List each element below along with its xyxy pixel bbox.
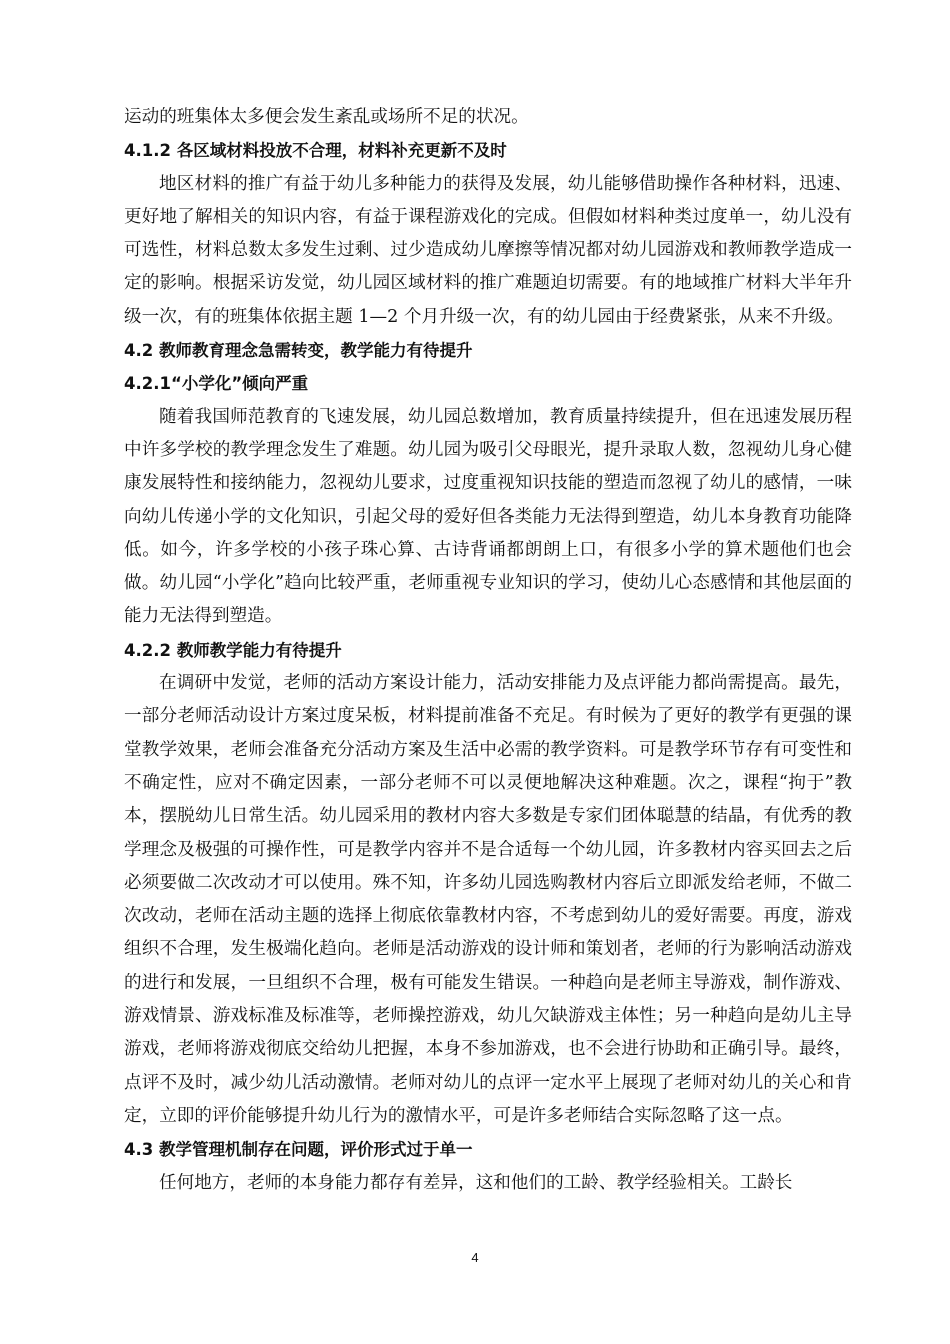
paragraph-continuation: 运动的班集体太多便会发生紊乱或场所不足的状况。: [124, 107, 529, 127]
section-heading-4-1-2: 4.1.2 各区域材料投放不合理，材料补充更新不及时: [124, 141, 507, 161]
paragraph-materials: 地区材料的推广有益于幼儿多种能力的获得及发展，幼儿能够借助操作各种材料，迅速、更好地了解相关的知识内容，有益于课程游戏化的完成。但假如材料种类过度单一，幼儿没有可选性，材料总数太多发生过剩、过少造成幼儿摩擦等情况都对幼儿园游戏和教师教学造成一定的影响。根据采访发觉，幼儿园区域材料的推广难题迫切需要。有的地域推广材料大半年升级一次，有的班集体依据主题 1—2 个月升级一次，有的幼儿园由于经费紧张，从来不升级。: [124, 173, 852, 327]
paragraph-management: 任何地方，老师的本身能力都存有差异，这和他们的工龄、教学经验相关。工龄长: [159, 1172, 793, 1193]
document-body: [124, 101, 852, 1200]
paragraph-teaching-ability: 在调研中发觉，老师的活动方案设计能力，活动安排能力及点评能力都尚需提高。最先，一部分老师活动设计方案过度呆板，材料提前准备不充足。有时候为了更好的教学有更强的课堂教学效果，老师会准备充分活动方案及生活中必需的教学资料。可是教学环节存有可变性和不确定性，应对不确定因素，一部分老师不可以灵便地解决这种难题。次之，课程“拘于”教本，摆脱幼儿日常生活。幼儿园采用的教材内容大多数是专家们团体聪慧的结晶，有优秀的教学理念及极强的可操作性，可是教学内容并不是合适每一个幼儿园，许多教材内容买回去之后必须要做二次改动才可以使用。殊不知，许多幼儿园选购教材内容后立即派发给老师，不做二次改动，老师在活动主题的选择上彻底依靠教材内容，不考虑到幼儿的爱好需要。再度，游戏组织不合理，发生极端化趋向。老师是活动游戏的设计师和策划者，老师的行为影响活动游戏的进行和发展，一旦组织不合理，极有可能发生错误。一种趋向是老师主导游戏，制作游戏、游戏情景、游戏标准及标准等，老师操控游戏，幼儿欠缺游戏主体性；另一种趋向是幼儿主导游戏，老师将游戏彻底交给幼儿把握，本身不参加游戏，也不会进行协助和正确引导。最终，点评不及时，减少幼儿活动激情。老师对幼儿的点评一定水平上展现了老师对幼儿的关心和肯定，立即的评价能够提升幼儿行为的激情水平，可是许多老师结合实际忽略了这一点。: [124, 673, 852, 1126]
section-heading-4-2-2: 4.2.2 教师教学能力有待提升: [124, 640, 342, 660]
section-heading-4-2: 4.2 教师教育理念急需转变，教学能力有待提升: [124, 341, 473, 361]
section-heading-4-2-1: 4.2.1“小学化”倾向严重: [124, 374, 309, 394]
paragraph-primary-tendency: 随着我国师范教育的飞速发展，幼儿园总数增加，教育质量持续提升，但在迅速发展历程中许多学校的教学理念发生了难题。幼儿园为吸引父母眼光，提升录取人数，忽视幼儿身心健康发展特性和接纳能力，忽视幼儿要求，过度重视知识技能的塑造而忽视了幼儿的感情，一味向幼儿传递小学的文化知识，引起父母的爱好但各类能力无法得到塑造，幼儿本身教育功能降低。如今，许多学校的小孩子珠心算、古诗背诵都朗朗上口，有很多小学的算术题他们也会做。幼儿园“小学化”趋向比较严重，老师重视专业知识的学习，使幼儿心态感情和其他层面的能力无法得到塑造。: [124, 406, 852, 627]
page-number: 4: [471, 1250, 479, 1265]
section-heading-4-3: 4.3 教学管理机制存在问题，评价形式过于单一: [124, 1140, 473, 1160]
